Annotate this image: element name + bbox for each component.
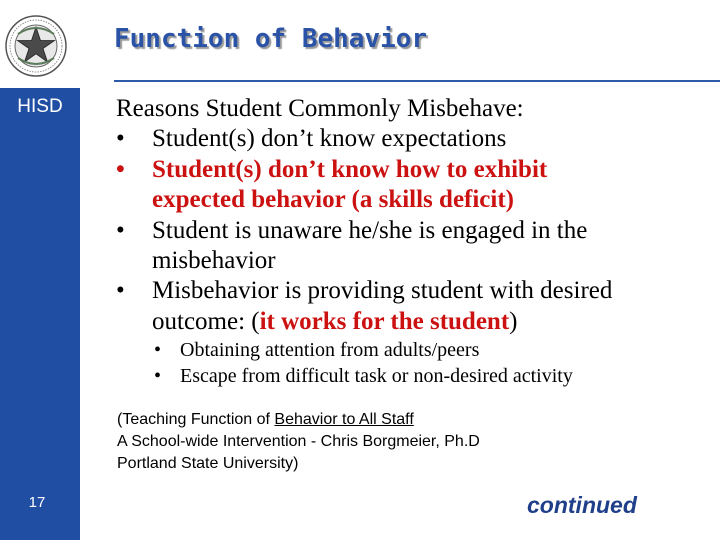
bullet-text-continuation: expected behavior (a skills deficit) [152,186,514,214]
citation-underlined-title: Behavior to All Staff [274,411,414,428]
sub-bullet-list [154,337,573,389]
sub-bullet-item [154,363,573,389]
slide-title: Function of Behavior [114,24,428,54]
outcome-prefix: outcome: ( [152,307,260,335]
continued-label: continued [527,492,637,518]
bullet-item-emphasized [116,155,706,185]
bullet-text: Student(s) don’t know expectations [152,125,507,153]
bullet-icon: • [116,125,125,153]
citation-line-2: A School-wide Intervention - Chris Borgmeier, Ph.D [117,433,480,450]
citation-line-3: Portland State University) [117,455,299,472]
bullet-text-continuation [116,307,706,337]
bullet-text: Student(s) don’t know how to exhibit [152,155,548,183]
left-sidebar [0,0,80,540]
slide-number: 17 [28,494,46,511]
citation [117,409,480,475]
title-divider [114,80,720,82]
bullet-icon: • [154,365,162,387]
bullet-icon: • [116,277,125,305]
bullet-icon: • [154,339,162,361]
intro-line: Reasons Student Commonly Misbehave: [116,95,524,122]
bullet-icon: • [116,155,125,183]
bullet-text: Student is unaware he/she is engaged in the [152,216,588,244]
citation-prefix: (Teaching Function of [117,411,275,428]
bullet-icon: • [116,216,125,244]
outcome-suffix: ) [509,307,518,335]
sub-bullet-item [154,337,573,363]
outcome-emphasis: it works for the student [259,307,510,335]
citation-line-1 [117,409,480,431]
org-abbreviation: HISD [17,96,63,117]
bullet-item [116,124,706,154]
bullet-item [116,276,706,306]
logo-area [0,0,80,88]
bullet-text-continuation: misbehavior [152,247,276,275]
sub-bullet-text: Obtaining attention from adults/peers [180,339,480,361]
district-seal-logo [4,14,68,78]
bullet-text: Misbehavior is providing student with desired [152,277,613,305]
slide-body [116,94,706,337]
bullet-item [116,216,706,246]
sub-bullet-text: Escape from difficult task or non-desired activity [180,365,573,387]
